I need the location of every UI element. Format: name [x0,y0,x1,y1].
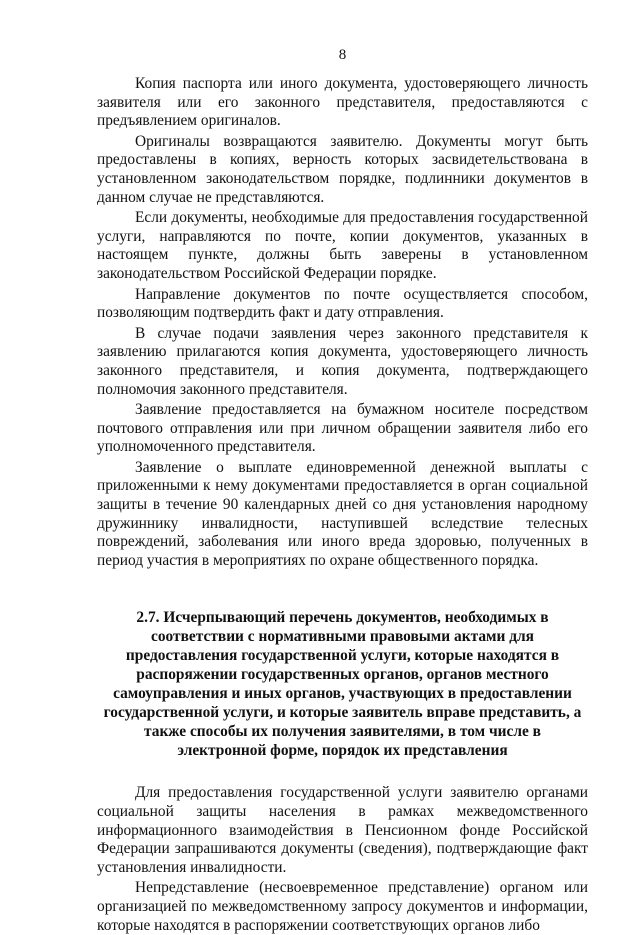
paragraph: Заявление предоставляется на бумажном носителе посредством почтового отправления или при личном обращении заявителя либо его уполномоченного представителя. [97,401,588,456]
page-number: 8 [338,47,347,63]
paragraph: Для предоставления государственной услуги заявителю органами социальной защиты населения в рамках межведомственного информационного взаимодействия в Пенсионном фонде Российской Федерации запрашиваются документы (сведения), подтверждающие факт установления инвалидности. [97,784,588,876]
paragraph: В случае подачи заявления через законного представителя к заявлению прилагаются копия документа, удостоверяющего личность законного представителя, и копия документа, подтверждающего полномочия законного представителя. [97,324,588,398]
paragraph: Если документы, необходимые для предоставления государственной услуги, направляются по почте, копии документов, указанных в настоящем пункте, должны быть заверены в установленном законодательством Российской Федерации порядке. [97,209,588,282]
paragraph: Непредставление (несвоевременное представление) органом или организацией по межведомственному запросу документов и информации, которые находятся в распоряжении соответствующих органов либо [97,879,588,934]
paragraph: Направление документов по почте осуществляется способом, позволяющим подтвердить факт и дату отправления. [97,285,588,322]
paragraph: Оригиналы возвращаются заявителю. Документы могут быть предоставлены в копиях, верность которых засвидетельствована в установленном законодательством порядке, подлинники документов в данном случае не представляются. [97,132,588,206]
paragraph: Копия паспорта или иного документа, удостоверяющего личность заявителя или его законного представителя, предоставляются с предъявлением оригиналов. [97,75,588,130]
section-heading: 2.7. Исчерпывающий перечень документов, необходимых в соответствии с нормативными правовыми актами для предоставления государственной услуги, которые находятся в распоряжении государственных органов, органов местного самоуправления и иных органов, участвующих в предоставлении государственной услуги, и которые заявитель вправе представить, а также способы их получения заявителями, в том числе в электронной форме, порядок их представления [103,609,582,760]
paragraph: Заявление о выплате единовременной денежной выплаты с приложенными к нему документами предоставляется в орган социальной защиты в течение 90 календарных дней со дня установления народному дружиннику инвалидности, наступившей вследствие телесных повреждений, заболевания или иного вреда здоровью, полученных в период участия в мероприятиях по охране общественного порядка. [97,458,588,569]
